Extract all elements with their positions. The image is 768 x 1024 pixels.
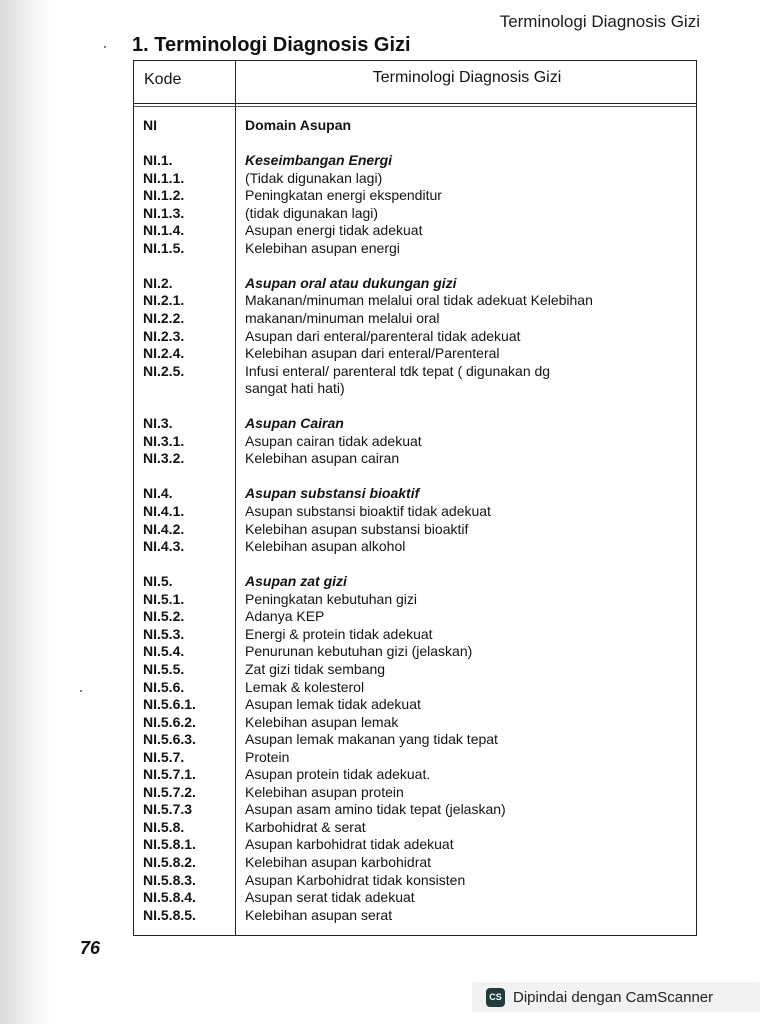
term-cell: Kelebihan asupan protein (245, 783, 404, 800)
code-cell: NI.3. (143, 415, 173, 432)
term-cell: Asupan lemak tidak adekuat (245, 696, 421, 713)
term-cell: Asupan lemak makanan yang tidak tepat (245, 731, 498, 748)
code-cell: NI.5.5. (143, 660, 185, 677)
term-cell: Kelebihan asupan dari enteral/Parenteral (245, 345, 500, 362)
code-cell: NI.2.2. (143, 310, 185, 327)
code-cell: NI.5.3. (143, 625, 185, 642)
term-cell: Asupan cairan tidak adekuat (245, 432, 422, 449)
term-cell: Peningkatan kebutuhan gizi (245, 590, 418, 607)
code-spacer (143, 257, 238, 275)
column-header-kode: Kode (144, 71, 182, 88)
camscanner-label: Dipindai dengan CamScanner (513, 988, 714, 1006)
term-spacer (245, 135, 690, 153)
term-cell: (tidak digunakan lagi) (245, 204, 379, 221)
code-cell: NI.5. (143, 573, 173, 590)
code-cell: NI.4.3. (143, 538, 185, 555)
column-header-terminologi: Terminologi Diagnosis Gizi (372, 69, 562, 86)
code-cell: NI.5.7.1. (143, 766, 196, 783)
code-cell: NI.1.1. (143, 169, 185, 186)
code-cell: NI.3.2. (143, 450, 185, 467)
code-cell: NI.5.6.3. (143, 731, 196, 748)
code-spacer (143, 135, 238, 153)
term-cell: Zat gizi tidak sembang (245, 660, 386, 677)
code-cell: NI.5.1. (143, 590, 185, 607)
code-cell: NI.5.8.2. (143, 853, 196, 870)
term-cell: Adanya KEP (245, 608, 325, 625)
code-spacer (143, 468, 238, 486)
camscanner-logo-icon: CS (486, 988, 505, 1007)
group-heading: Asupan zat gizi (245, 573, 347, 590)
code-cell: NI.5.8.5. (143, 906, 196, 923)
code-cell: NI.5.8.3. (143, 871, 196, 888)
code-cell: NI (143, 117, 157, 133)
domain-heading: Domain Asupan (245, 117, 352, 133)
term-cell: Asupan Karbohidrat tidak konsisten (245, 871, 466, 888)
term-spacer (245, 398, 690, 416)
term-spacer (245, 556, 690, 574)
code-cell: NI.5.6. (143, 678, 185, 695)
term-cell: Kelebihan asupan energi (245, 239, 400, 256)
code-spacer (143, 556, 238, 574)
code-cell: NI.4. (143, 485, 173, 502)
term-cell: Asupan protein tidak adekuat. (245, 766, 431, 783)
term-cell: Kelebihan asupan serat (245, 906, 393, 923)
code-spacer (143, 398, 238, 416)
code-cell: NI.2.3. (143, 327, 185, 344)
header-rule-secondary (134, 106, 696, 107)
code-spacer (143, 380, 238, 398)
term-cell: Infusi enteral/ parenteral tdk tepat ( digunakan dg (245, 362, 551, 379)
term-cell: Asupan serat tidak adekuat (245, 889, 415, 906)
scan-edge-shadow (0, 0, 52, 1024)
term-cell: (Tidak digunakan lagi) (245, 169, 383, 186)
group-heading: Asupan oral atau dukungan gizi (245, 274, 457, 291)
code-cell: NI.4.1. (143, 503, 185, 520)
term-cell: Kelebihan asupan karbohidrat (245, 853, 432, 870)
running-header: Terminologi Diagnosis Gizi (499, 12, 700, 31)
code-cell: NI.1.5. (143, 239, 185, 256)
term-cell: Asupan dari enteral/parenteral tidak adekuat (245, 327, 521, 344)
group-heading: Asupan substansi bioaktif (245, 485, 420, 502)
term-cell: Asupan karbohidrat tidak adekuat (245, 836, 454, 853)
term-column (245, 117, 690, 924)
code-cell: NI.5.7.3 (143, 801, 193, 818)
term-cell: Asupan energi tidak adekuat (245, 222, 423, 239)
scan-speck (104, 46, 106, 48)
code-cell: NI.1.4. (143, 222, 185, 239)
code-cell: NI.5.2. (143, 608, 185, 625)
code-cell: NI.5.8. (143, 818, 185, 835)
code-cell: NI.5.8.1. (143, 836, 196, 853)
code-cell: NI.5.8.4. (143, 889, 196, 906)
term-cell: Kelebihan asupan lemak (245, 713, 399, 730)
code-cell: NI.2.1. (143, 292, 185, 309)
term-cell: sangat hati hati) (245, 380, 345, 397)
term-spacer (245, 468, 690, 486)
term-cell: Karbohidrat & serat (245, 818, 366, 835)
code-cell: NI.2.5. (143, 362, 185, 379)
code-cell: NI.5.7. (143, 748, 185, 765)
group-heading: Asupan Cairan (245, 415, 344, 432)
term-cell: Kelebihan asupan substansi bioaktif (245, 520, 469, 537)
code-cell: NI.1. (143, 152, 173, 169)
term-spacer (245, 257, 690, 275)
code-cell: NI.2.4. (143, 345, 185, 362)
code-cell: NI.5.6.1. (143, 696, 196, 713)
scan-speck (80, 690, 82, 692)
term-cell: Protein (245, 748, 290, 765)
term-cell: Lemak & kolesterol (245, 678, 365, 695)
term-cell: Penurunan kebutuhan gizi (jelaskan) (245, 643, 473, 660)
code-cell: NI.3.1. (143, 432, 185, 449)
term-cell: Peningkatan energi ekspenditur (245, 187, 442, 204)
group-heading: Keseimbangan Energi (245, 152, 393, 169)
code-cell: NI.1.2. (143, 187, 185, 204)
code-column (143, 117, 238, 924)
code-cell: NI.5.6.2. (143, 713, 196, 730)
code-cell: NI.2. (143, 274, 173, 291)
header-rule (134, 103, 696, 104)
term-cell: Energi & protein tidak adekuat (245, 625, 433, 642)
term-cell: Kelebihan asupan alkohol (245, 538, 406, 555)
term-cell: makanan/minuman melalui oral (245, 310, 440, 327)
section-title: 1. Terminologi Diagnosis Gizi (132, 34, 411, 56)
code-cell: NI.4.2. (143, 520, 185, 537)
page-number: 76 (80, 938, 101, 958)
code-cell: NI.5.7.2. (143, 783, 196, 800)
camscanner-watermark (472, 982, 760, 1012)
code-cell: NI.1.3. (143, 204, 185, 221)
term-cell: Kelebihan asupan cairan (245, 450, 400, 467)
term-cell: Makanan/minuman melalui oral tidak adekuat Kelebihan (245, 292, 593, 309)
code-cell: NI.5.4. (143, 643, 185, 660)
term-cell: Asupan substansi bioaktif tidak adekuat (245, 503, 491, 520)
term-cell: Asupan asam amino tidak tepat (jelaskan) (245, 801, 506, 818)
